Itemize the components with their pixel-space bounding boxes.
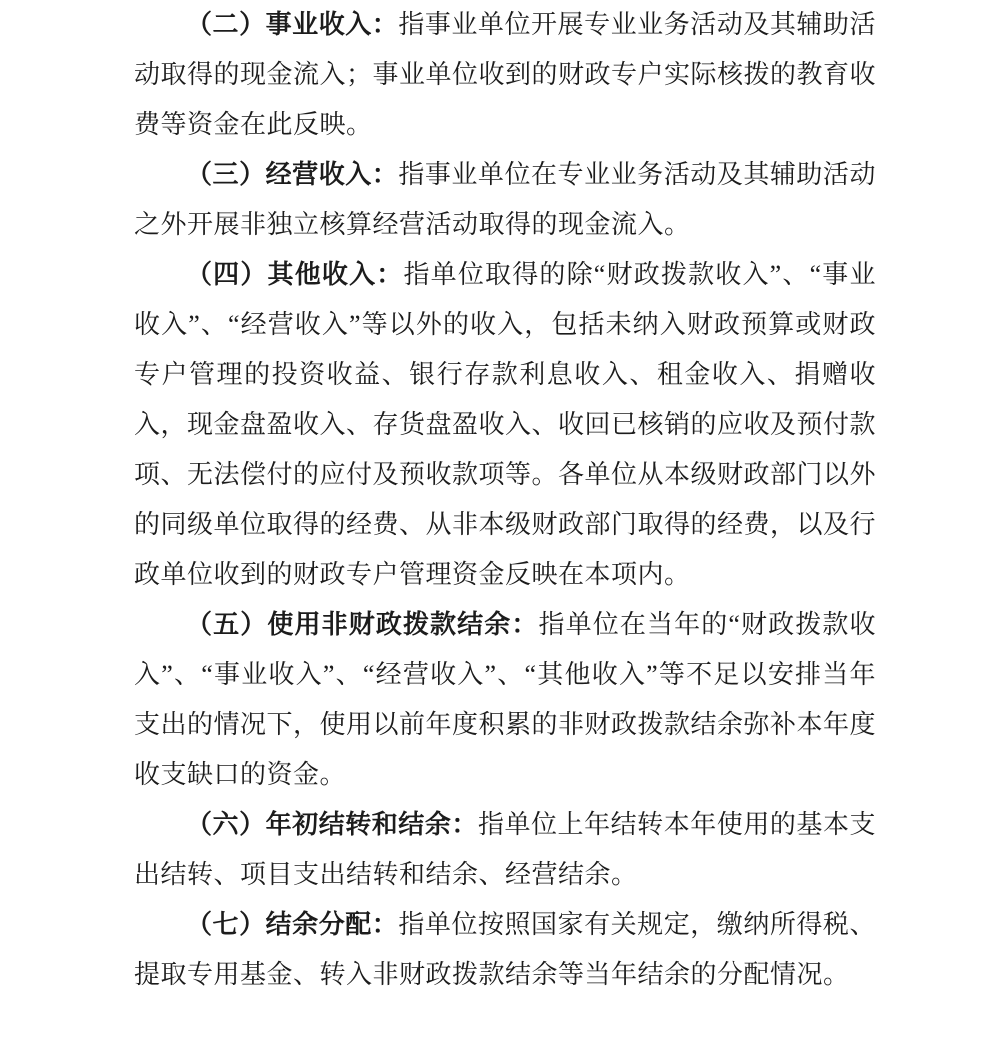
paragraph: [134, 900, 876, 1000]
paragraph-body: 指单位按照国家有关规定，缴纳所得税、提取专用基金、转入非财政拨款结余等当年结余的分配情况。: [134, 910, 876, 989]
paragraph: [134, 250, 876, 600]
paragraph-body: 指单位取得的除“财政拨款收入”、“事业收入”、“经营收入”等以外的收入，包括未纳入财政预算或财政专户管理的投资收益、银行存款利息收入、租金收入、捐赠收入，现金盘盈收入、存货盘盈收入、收回已核销的应收及预付款项、无法偿付的应付及预收款项等。各单位从本级财政部门以外的同级单位取得的经费、从非本级财政部门取得的经费，以及行政单位收到的财政专户管理资金反映在本项内。: [134, 260, 877, 589]
paragraph-label: （五）使用非财政拨款结余：: [186, 610, 539, 639]
paragraph-label: （六）年初结转和结余：: [186, 810, 478, 839]
paragraph: [134, 0, 876, 150]
paragraph-label: （二）事业收入：: [186, 10, 399, 39]
paragraph-body: 指事业单位开展专业业务活动及其辅助活动取得的现金流入；事业单位收到的财政专户实际核拨的教育收费等资金在此反映。: [134, 10, 877, 139]
paragraph-body: 指事业单位在专业业务活动及其辅助活动之外开展非独立核算经营活动取得的现金流入。: [134, 160, 876, 239]
paragraph: [134, 600, 876, 800]
paragraph-label: （四）其他收入：: [186, 260, 404, 289]
paragraph-body: 指单位在当年的“财政拨款收入”、“事业收入”、“经营收入”、“其他收入”等不足以安排当年支出的情况下，使用以前年度积累的非财政拨款结余弥补本年度收支缺口的资金。: [134, 610, 877, 789]
paragraph-body: 指单位上年结转本年使用的基本支出结转、项目支出结转和结余、经营结余。: [134, 810, 876, 889]
paragraph: [134, 150, 876, 250]
document-body: [134, 0, 876, 1000]
paragraph-label: （七）结余分配：: [186, 910, 399, 939]
paragraph: [134, 800, 876, 900]
paragraph-label: （三）经营收入：: [186, 160, 399, 189]
